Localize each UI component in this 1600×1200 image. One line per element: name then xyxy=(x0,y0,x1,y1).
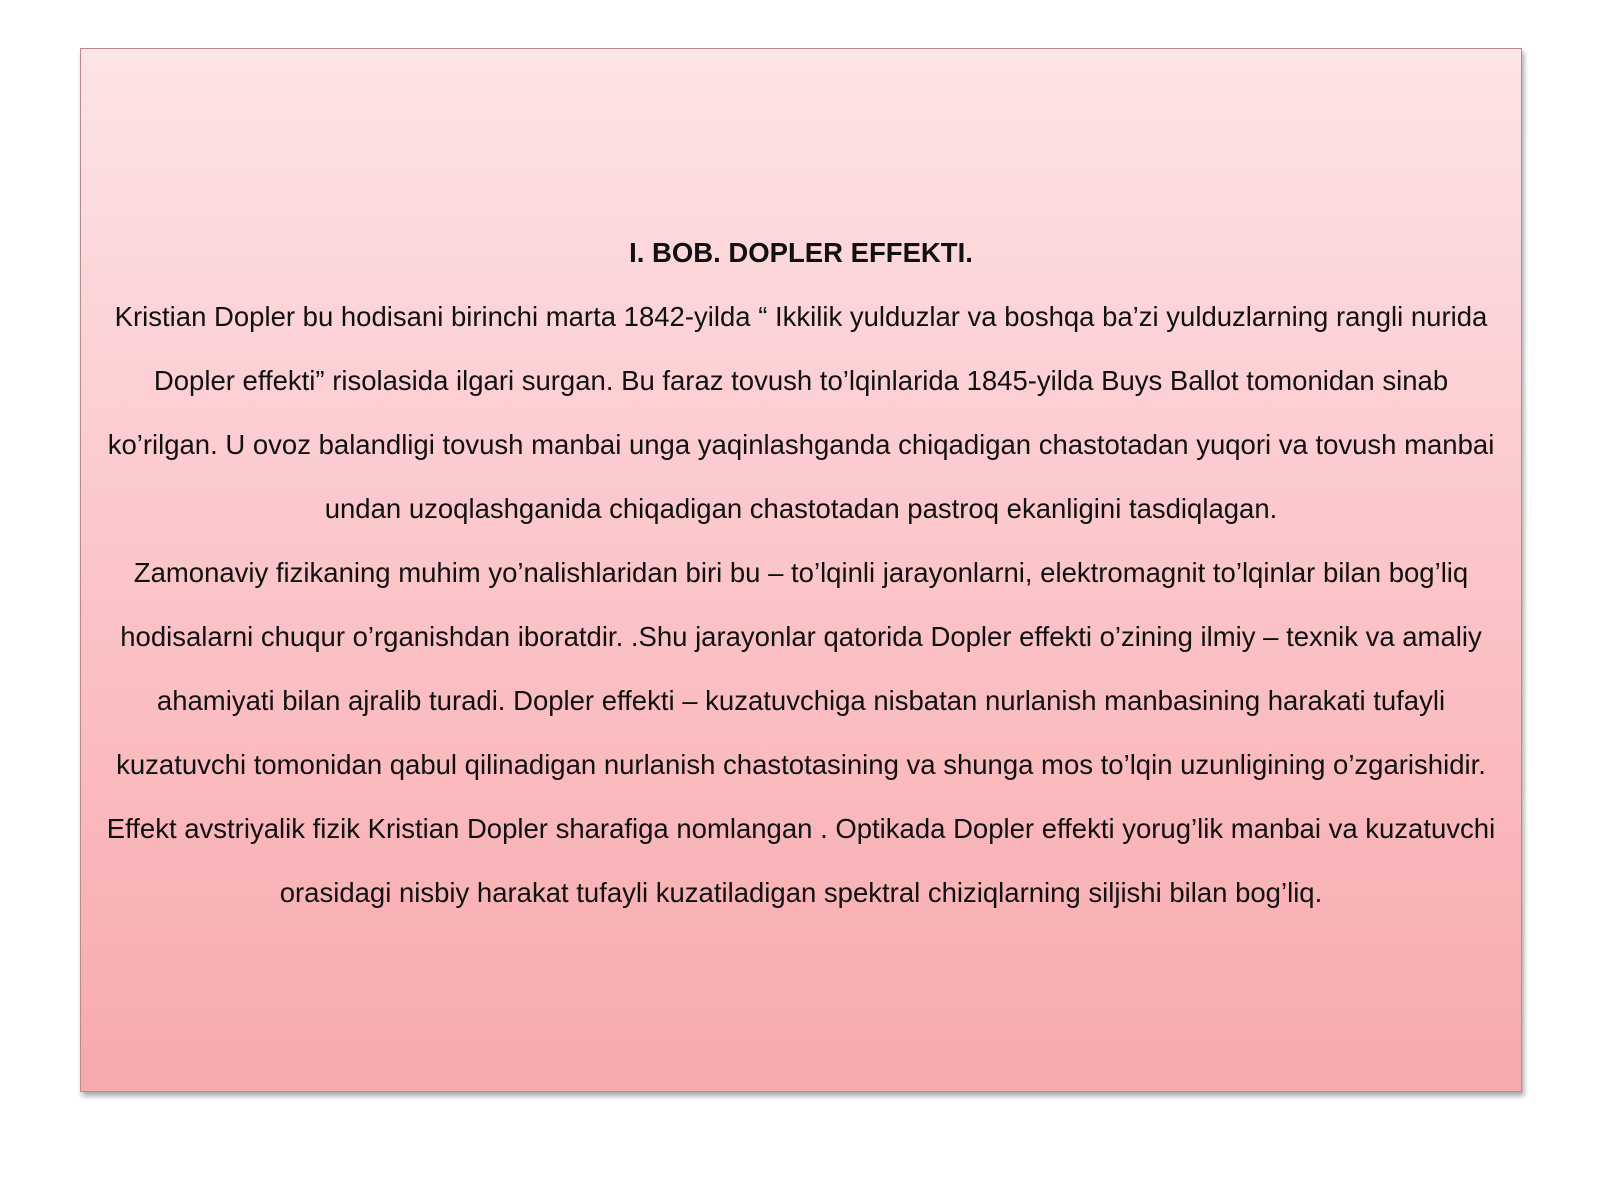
paragraph-history: Kristian Dopler bu hodisani birinchi marta 1842-yilda “ Ikkilik yulduzlar va boshqa ba’zi yulduzlarning rangli nurida Dopler effekti” risolasida ilgari surgan. Bu faraz tovush to’lqinlarida 1845-yilda Buys Ballot tomonidan sinab ko’rilgan. U ovoz balandligi tovush manbai unga yaqinlashganda chiqadigan chastotadan yuqori va tovush manbai undan uzoqlashganida chiqadigan chastotadan pastroq ekanligini tasdiqlagan. xyxy=(107,301,1495,524)
chapter-heading: I. BOB. DOPLER EFFEKTI. xyxy=(629,237,973,268)
text-box xyxy=(80,48,1522,1092)
paragraph-definition: Zamonaviy fizikaning muhim yo’nalishlaridan biri bu – to’lqinli jarayonlarni, elektromagnit to’lqinlar bilan bog’liq hodisalarni chuqur o’rganishdan iboratdir. .Shu jarayonlar qatorida Dopler effekti o’zining ilmiy – texnik va amaliy ahamiyati bilan ajralib turadi. Dopler effekti – kuzatuvchiga nisbatan nurlanish manbasining harakati tufayli kuzatuvchi tomonidan qabul qilinadigan nurlanish chastotasining va shunga mos to’lqin uzunligining o’zgarishidir. Effekt avstriyalik fizik Kristian Dopler sharafiga nomlangan . Optikada Dopler effekti yorug’lik manbai va kuzatuvchi orasidagi nisbiy harakat tufayli kuzatiladigan spektral chiziqlarning siljishi bilan bog’liq. xyxy=(106,557,1496,908)
text-content xyxy=(81,221,1521,925)
